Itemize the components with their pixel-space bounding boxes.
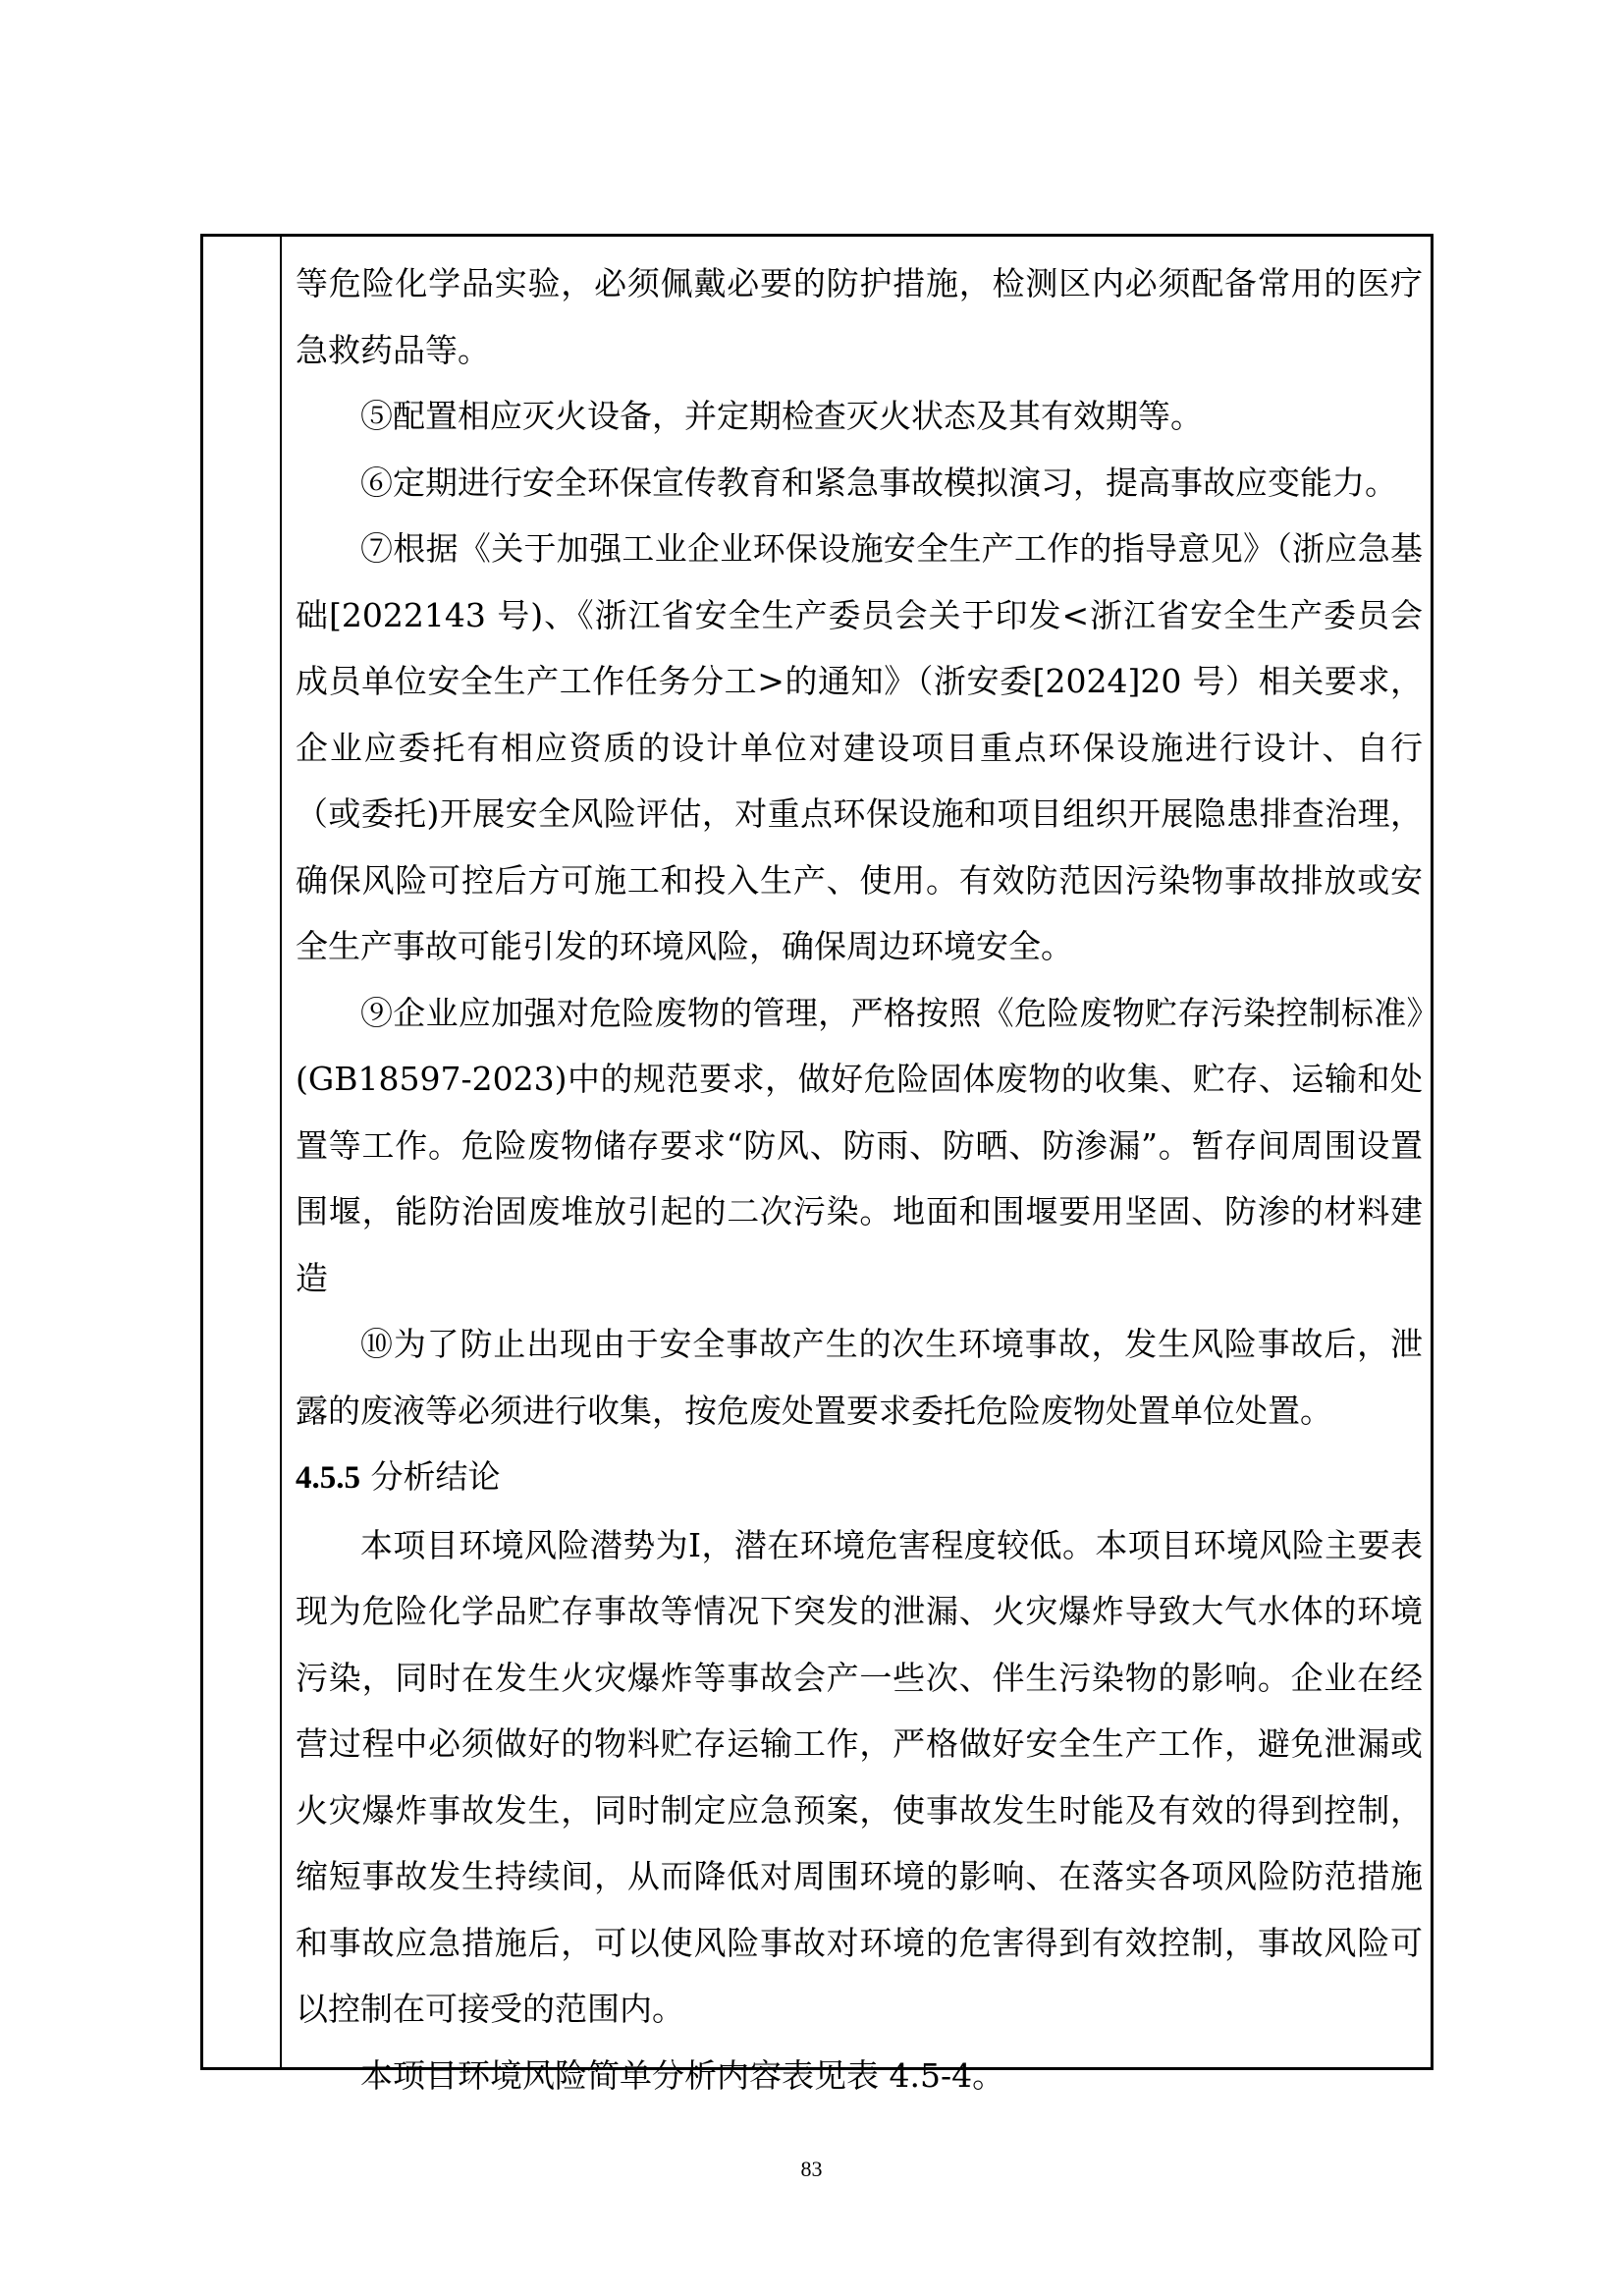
- section-number: 4.5.5: [296, 1460, 360, 1496]
- conclusion-paragraph: 本项目环境风险潜势为Ⅰ，潜在环境危害程度较低。本项目环境风险主要表现为危险化学品贮存事故等情况下突发的泄漏、火灾爆炸导致大气水体的环境污染，同时在发生火灾爆炸等事故会产一些次、伴生污染物的影响。企业在经营过程中必须做好的物料贮存运输工作，严格做好安全生产工作，避免泄漏或火灾爆炸事故发生，同时制定应急预案，使事故发生时能及有效的得到控制，缩短事故发生持续间，从而降低对周围环境的影响、在落实各项风险防范措施和事故应急措施后，可以使风险事故对环境的危害得到有效控制，事故风险可以控制在可接受的范围内。: [296, 1525, 1423, 2028]
- conclusion-table-reference: 本项目环境风险简单分析内容表见表 4.5-4。: [360, 2055, 1005, 2095]
- paragraph-item-5: ⑤配置相应灭火设备，并定期检查灭火状态及其有效期等。: [360, 397, 1203, 435]
- paragraph-item-9: ⑨企业应加强对危险废物的管理，严格按照《危险废物贮存污染控制标准》(GB18597-2023)中的规范要求，做好危险固体废物的收集、贮存、运输和处置等工作。危险废物储存要求“防风、防雨、防晒、防渗漏”。暂存间周围设置围堰，能防治固废堆放引起的二次污染。地面和围堰要用坚固、防渗的材料建造: [296, 993, 1423, 1297]
- paragraph-continued: 等危险化学品实验，必须佩戴必要的防护措施，检测区内必须配备常用的医疗急救药品等。: [296, 264, 1423, 369]
- section-heading: [296, 1444, 1423, 1512]
- paragraph-item-10: ⑩为了防止出现由于安全事故产生的次生环境事故，发生风险事故后，泄露的废液等必须进行收集，按危废处置要求委托危险废物处置单位处置。: [296, 1325, 1423, 1430]
- content-cell: [296, 250, 1423, 2108]
- column-divider: [280, 237, 282, 2067]
- content-table-frame: [200, 234, 1434, 2095]
- paragraph-item-7: ⑦根据《关于加强工业企业环保设施安全生产工作的指导意见》（浙应急基础[2022143 号)、《浙江省安全生产委员会关于印发<浙江省安全生产委员会成员单位安全生产工作任务分工>的通知》（浙安委[2024]20 号）相关要求，企业应委托有相应资质的设计单位对建设项目重点环保设施进行设计、自行（或委托)开展安全风险评估，对重点环保设施和项目组织开展隐患排查治理，确保风险可控后方可施工和投入生产、使用。有效防范因污染物事故排放或安全生产事故可能引发的环境风险，确保周边环境安全。: [296, 529, 1423, 965]
- section-title: 分析结论: [360, 1457, 501, 1496]
- page-number: 83: [800, 2157, 823, 2181]
- paragraph-item-6: ⑥定期进行安全环保宣传教育和紧急事故模拟演习，提高事故应变能力。: [360, 463, 1397, 502]
